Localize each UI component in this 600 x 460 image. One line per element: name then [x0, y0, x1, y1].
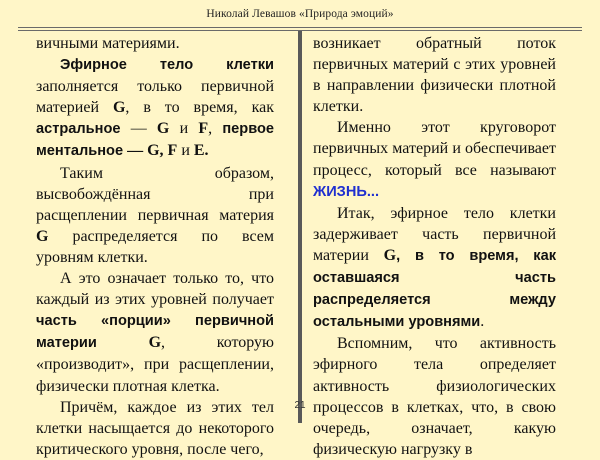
paragraph: Итак, эфирное тело клетки задерживает часть первичной материи G, в то время, как оставшаяся часть распределяется между остальными уровнями.	[313, 204, 557, 331]
column-divider	[298, 31, 302, 423]
paragraph: Эфирное тело клетки заполняется только первичной материей G, в то время, как астральное — G и F, первое ментальное — G, F и E.	[36, 57, 275, 160]
paragraph: Таким образом, высвобождённая при расщеплении первичная материя G распределяется по всем уровням клетки.	[36, 164, 274, 266]
paragraph: Именно этот круговорот первичных материй и обеспечивает процесс, который все называют ЖИЗНЬ...	[313, 119, 556, 200]
running-header: Николай Левашов «Природа эмоций»	[206, 8, 394, 20]
paragraph: Причём, каждое из этих тел клетки насыщается до некоторого критического уровня, после чего,	[36, 398, 274, 458]
paragraph: А это означает только то, что каждый из этих уровней получает часть «порции» первичной материи G, которую «производит», при расщеплении, физически плотная клетка.	[36, 270, 274, 395]
paragraph: Вспомним, что активность эфирного тела определяет активность физиологических процессов в клетках, что, в свою очередь, означает, какую физическую нагрузку в	[313, 335, 556, 458]
page-number: 21	[294, 400, 306, 411]
paragraph: вичными материями.	[36, 35, 180, 52]
header-rule-top	[18, 27, 582, 28]
paragraph: возникает обратный поток первичных материй с этих уровней в направлении физически плотной клетки.	[313, 35, 556, 116]
right-column	[313, 33, 556, 460]
highlight-word: ЖИЗНЬ	[313, 183, 367, 200]
left-column	[36, 33, 274, 460]
